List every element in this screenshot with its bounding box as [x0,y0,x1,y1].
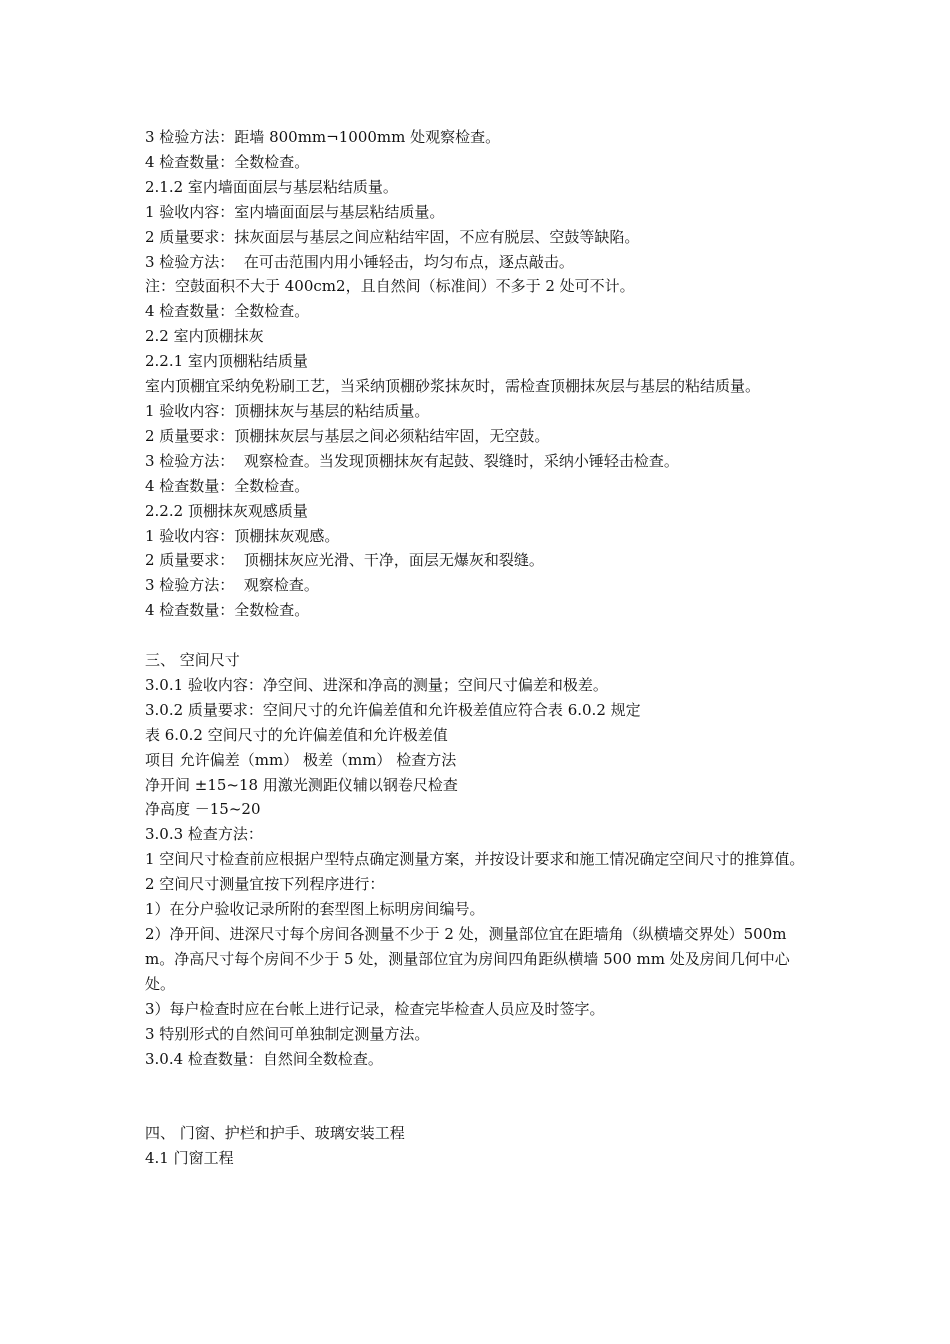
list-item: 3）每户检查时应在台帐上进行记录，检查完毕检查人员应及时签字。 [145,999,605,1018]
text-line: 2 质量要求： 顶棚抹灰应光滑、干净，面层无爆灰和裂缝。 [145,551,544,570]
table-row: 净高度 －15~20 [145,800,261,819]
blank-line [145,1096,810,1121]
text-line: 2 空间尺寸测量宜按下列程序进行： [145,875,385,894]
text-line: 3.0.4 检查数量：自然间全数检查。 [145,1049,383,1068]
text-line: 1 验收内容：顶棚抹灰与基层的粘结质量。 [145,401,430,420]
section-heading: 2.1.2 室内墙面面层与基层粘结质量。 [145,177,398,196]
section-heading: 3.0.3 检查方法： [145,825,263,844]
text-line: 2 质量要求：顶棚抹灰层与基层之间必须粘结牢固，无空鼓。 [145,426,550,445]
text-line: 3 检验方法：距墙 800mm¬1000mm 处观察检查。 [145,128,501,146]
text-line: 1 验收内容：顶棚抹灰观感。 [145,526,340,545]
note-line: 注：空鼓面积不大于 400cm2，且自然间（标准间）不多于 2 处可不计。 [145,277,635,296]
text-line: 3 检验方法： 观察检查。 [145,576,319,595]
section-heading: 2.2 室内顶棚抹灰 [145,327,264,346]
text-line: 3.0.2 质量要求：空间尺寸的允许偏差值和允许极差值应符合表 6.0.2 规定 [145,700,641,719]
chapter-heading: 四、 门窗、护栏和护手、玻璃安装工程 [145,1124,405,1143]
list-item: 1）在分户验收记录所附的套型图上标明房间编号。 [145,900,485,919]
text-line: 1 验收内容：室内墙面面层与基层粘结质量。 [145,202,445,221]
blank-line [145,1071,810,1096]
table-header-row: 项目 允许偏差（mm） 极差（mm） 检查方法 [145,750,457,769]
section-heading: 4.1 门窗工程 [145,1149,234,1168]
chapter-heading: 三、 空间尺寸 [145,651,240,670]
text-line: 3 检验方法： 在可击范围内用小锤轻击，均匀布点，逐点敲击。 [145,252,574,271]
section-heading: 2.2.1 室内顶棚粘结质量 [145,352,308,371]
list-item: 2）净开间、进深尺寸每个房间各测量不少于 2 处，测量部位宜在距墙角（纵横墙交界处）500mm。净高尺寸每个房间不少于 5 处，测量部位宜为房间四角距纵横墙 500 mm 处及房间几何中心处。 [145,924,790,993]
table-caption: 表 6.0.2 空间尺寸的允许偏差值和允许极差值 [145,725,448,744]
paragraph: 1 空间尺寸检查前应根据户型特点确定测量方案，并按设计要求和施工情况确定空间尺寸的推算值。 [145,850,805,869]
text-line: 4 检查数量：全数检查。 [145,302,310,321]
text-line: 2 质量要求：抹灰面层与基层之间应粘结牢固，不应有脱层、空鼓等缺陷。 [145,227,640,246]
text-line: 3 检验方法： 观察检查。当发现顶棚抹灰有起鼓、裂缝时，采纳小锤轻击检查。 [145,451,679,470]
table-row: 净开间 ±15~18 用激光测距仪辅以钢卷尺检查 [145,775,458,794]
text-line: 4 检查数量：全数检查。 [145,476,310,495]
section-heading: 2.2.2 顶棚抹灰观感质量 [145,501,308,520]
blank-line [145,623,810,648]
paragraph: 室内顶棚宜采纳免粉刷工艺，当采纳顶棚砂浆抹灰时，需检查顶棚抹灰层与基层的粘结质量。 [145,377,761,396]
text-line: 4 检查数量：全数检查。 [145,601,310,620]
text-line: 3 特别形式的自然间可单独制定测量方法。 [145,1024,430,1043]
document-body [145,125,810,1171]
text-line: 3.0.1 验收内容：净空间、进深和净高的测量；空间尺寸偏差和极差。 [145,675,608,694]
text-line: 4 检查数量：全数检查。 [145,152,310,171]
